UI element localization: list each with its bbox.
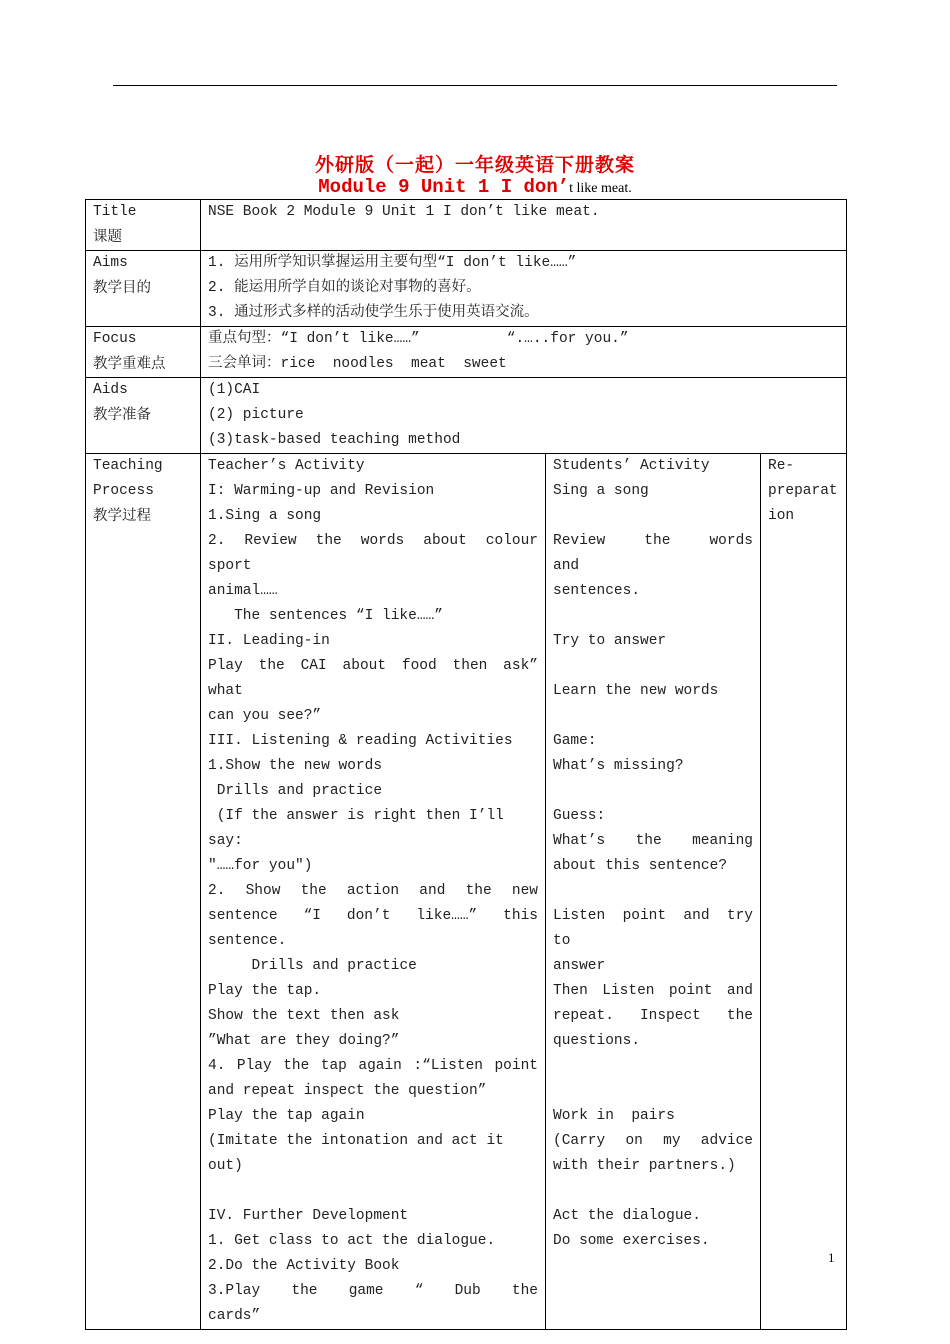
value-aims xyxy=(201,251,847,327)
teacher-line: 3.Play the game “ Dub the cards” xyxy=(208,1283,556,1324)
header-rule xyxy=(113,85,837,86)
students-line: Do some exercises. xyxy=(553,1233,710,1249)
students-line: repeat. Inspect the xyxy=(553,1008,753,1024)
teacher-line: sentence. xyxy=(208,933,287,949)
students-line: Listen point and try to xyxy=(553,908,762,949)
students-line: Then Listen point and xyxy=(553,983,753,999)
students-line xyxy=(553,604,753,629)
teacher-line: 1.Sing a song xyxy=(208,508,322,524)
teacher-activity-cell xyxy=(201,454,556,1330)
teacher-line: ”What are they doing?” xyxy=(208,1033,400,1049)
label-focus: Focus 教学重难点 xyxy=(86,327,201,378)
row-aids xyxy=(86,378,847,454)
teacher-line: 4. Play the tap again :“Listen point xyxy=(208,1058,538,1074)
teacher-line: Play the tap. xyxy=(208,983,322,999)
title-en-rest: t like meat. xyxy=(569,181,632,196)
re-preparation-cell: Re- preparat ion xyxy=(761,454,847,1330)
students-line xyxy=(553,704,753,729)
value-aids xyxy=(201,378,847,454)
aids-line: (2) picture xyxy=(208,407,304,423)
students-line: Learn the new words xyxy=(553,683,719,699)
row-aims xyxy=(86,251,847,327)
teacher-line xyxy=(208,1179,538,1204)
row-focus xyxy=(86,327,847,378)
teacher-line: Show the text then ask xyxy=(208,1008,400,1024)
title-en-module: Module 9 Unit 1 I don’ xyxy=(318,176,570,198)
page-title-cn: 外研版（一起）一年级英语下册教案 xyxy=(314,154,635,176)
students-line: What’s missing? xyxy=(553,758,684,774)
students-line: What’s the meaning xyxy=(553,833,753,849)
students-line xyxy=(553,779,753,804)
teacher-line: Drills and practice xyxy=(208,783,383,799)
row-title xyxy=(86,200,847,251)
teacher-line: Play the CAI about food then ask” what xyxy=(208,658,547,699)
teacher-line: can you see?” xyxy=(208,708,322,724)
aims-line: 1. 运用所学知识掌握运用主要句型“I don’t like……” xyxy=(208,255,577,271)
label-process: Teaching Process 教学过程 xyxy=(86,454,201,1330)
students-line: Act the dialogue. xyxy=(553,1208,701,1224)
students-line: with their partners.) xyxy=(553,1158,736,1174)
students-line: Students’ Activity xyxy=(553,458,710,474)
page-title-en xyxy=(0,176,950,198)
teacher-line: The sentences “I like……” xyxy=(208,608,443,624)
teacher-line: IV. Further Development xyxy=(208,1208,409,1224)
students-line xyxy=(553,654,753,679)
aims-line: 3. 通过形式多样的活动使学生乐于使用英语交流。 xyxy=(208,305,539,321)
teacher-line: sentence “I don’t like……” this xyxy=(208,908,538,924)
students-line: sentences. xyxy=(553,583,641,599)
focus-sentence: 重点句型：“I don’t like……” “.…..for you.” xyxy=(208,331,629,347)
label-title: Title 课题 xyxy=(86,200,201,251)
students-line xyxy=(553,1054,753,1079)
students-line: questions. xyxy=(553,1033,641,1049)
students-line: Guess: xyxy=(553,808,606,824)
students-line: answer xyxy=(553,958,606,974)
teacher-line: ″……for you″) xyxy=(208,858,313,874)
aids-line: (3)task-based teaching method xyxy=(208,432,461,448)
value-focus xyxy=(201,327,847,378)
teacher-line: 2. Show the action and the new xyxy=(208,883,538,899)
students-line: Game: xyxy=(553,733,597,749)
students-line xyxy=(553,1079,753,1104)
aids-line: (1)CAI xyxy=(208,382,261,398)
teacher-line: I: Warming-up and Revision xyxy=(208,483,435,499)
teacher-line: and repeat inspect the question” xyxy=(208,1083,487,1099)
students-line: Sing a song xyxy=(553,483,649,499)
teacher-line: Play the tap again xyxy=(208,1108,365,1124)
teacher-line: 2. Review the words about colour sport xyxy=(208,533,547,574)
focus-words: 三会单词：rice noodles meat sweet xyxy=(208,356,507,372)
teacher-line: 1.Show the new words xyxy=(208,758,383,774)
label-aids: Aids 教学准备 xyxy=(86,378,201,454)
students-line xyxy=(553,879,753,904)
page-number: 1 xyxy=(828,1250,835,1265)
students-line: Work in pairs xyxy=(553,1108,675,1124)
students-line xyxy=(553,1179,753,1204)
aims-line: 2. 能运用所学自如的谈论对事物的喜好。 xyxy=(208,280,481,296)
label-aims: Aims 教学目的 xyxy=(86,251,201,327)
teacher-line: III. Listening & reading Activities xyxy=(208,733,513,749)
students-line: (Carry on my advice xyxy=(553,1133,753,1149)
teacher-line: animal…… xyxy=(208,583,278,599)
students-activity-cell xyxy=(546,454,771,1330)
teacher-line: Drills and practice xyxy=(208,958,417,974)
teacher-line: (If the answer is right then I’ll say: xyxy=(208,808,513,849)
value-title: NSE Book 2 Module 9 Unit 1 I don’t like meat. xyxy=(201,200,847,251)
lesson-plan-table xyxy=(85,199,847,1330)
row-process xyxy=(86,454,847,1330)
students-line: Review the words and xyxy=(553,533,771,574)
teacher-line: Teacher’s Activity xyxy=(208,458,365,474)
teacher-line: 2.Do the Activity Book xyxy=(208,1258,400,1274)
teacher-line: 1. Get class to act the dialogue. xyxy=(208,1233,496,1249)
teacher-line: II. Leading-in xyxy=(208,633,330,649)
students-line: Try to answer xyxy=(553,633,667,649)
students-line xyxy=(553,504,753,529)
teacher-line: (Imitate the intonation and act it out) xyxy=(208,1133,513,1174)
students-line: about this sentence? xyxy=(553,858,728,874)
